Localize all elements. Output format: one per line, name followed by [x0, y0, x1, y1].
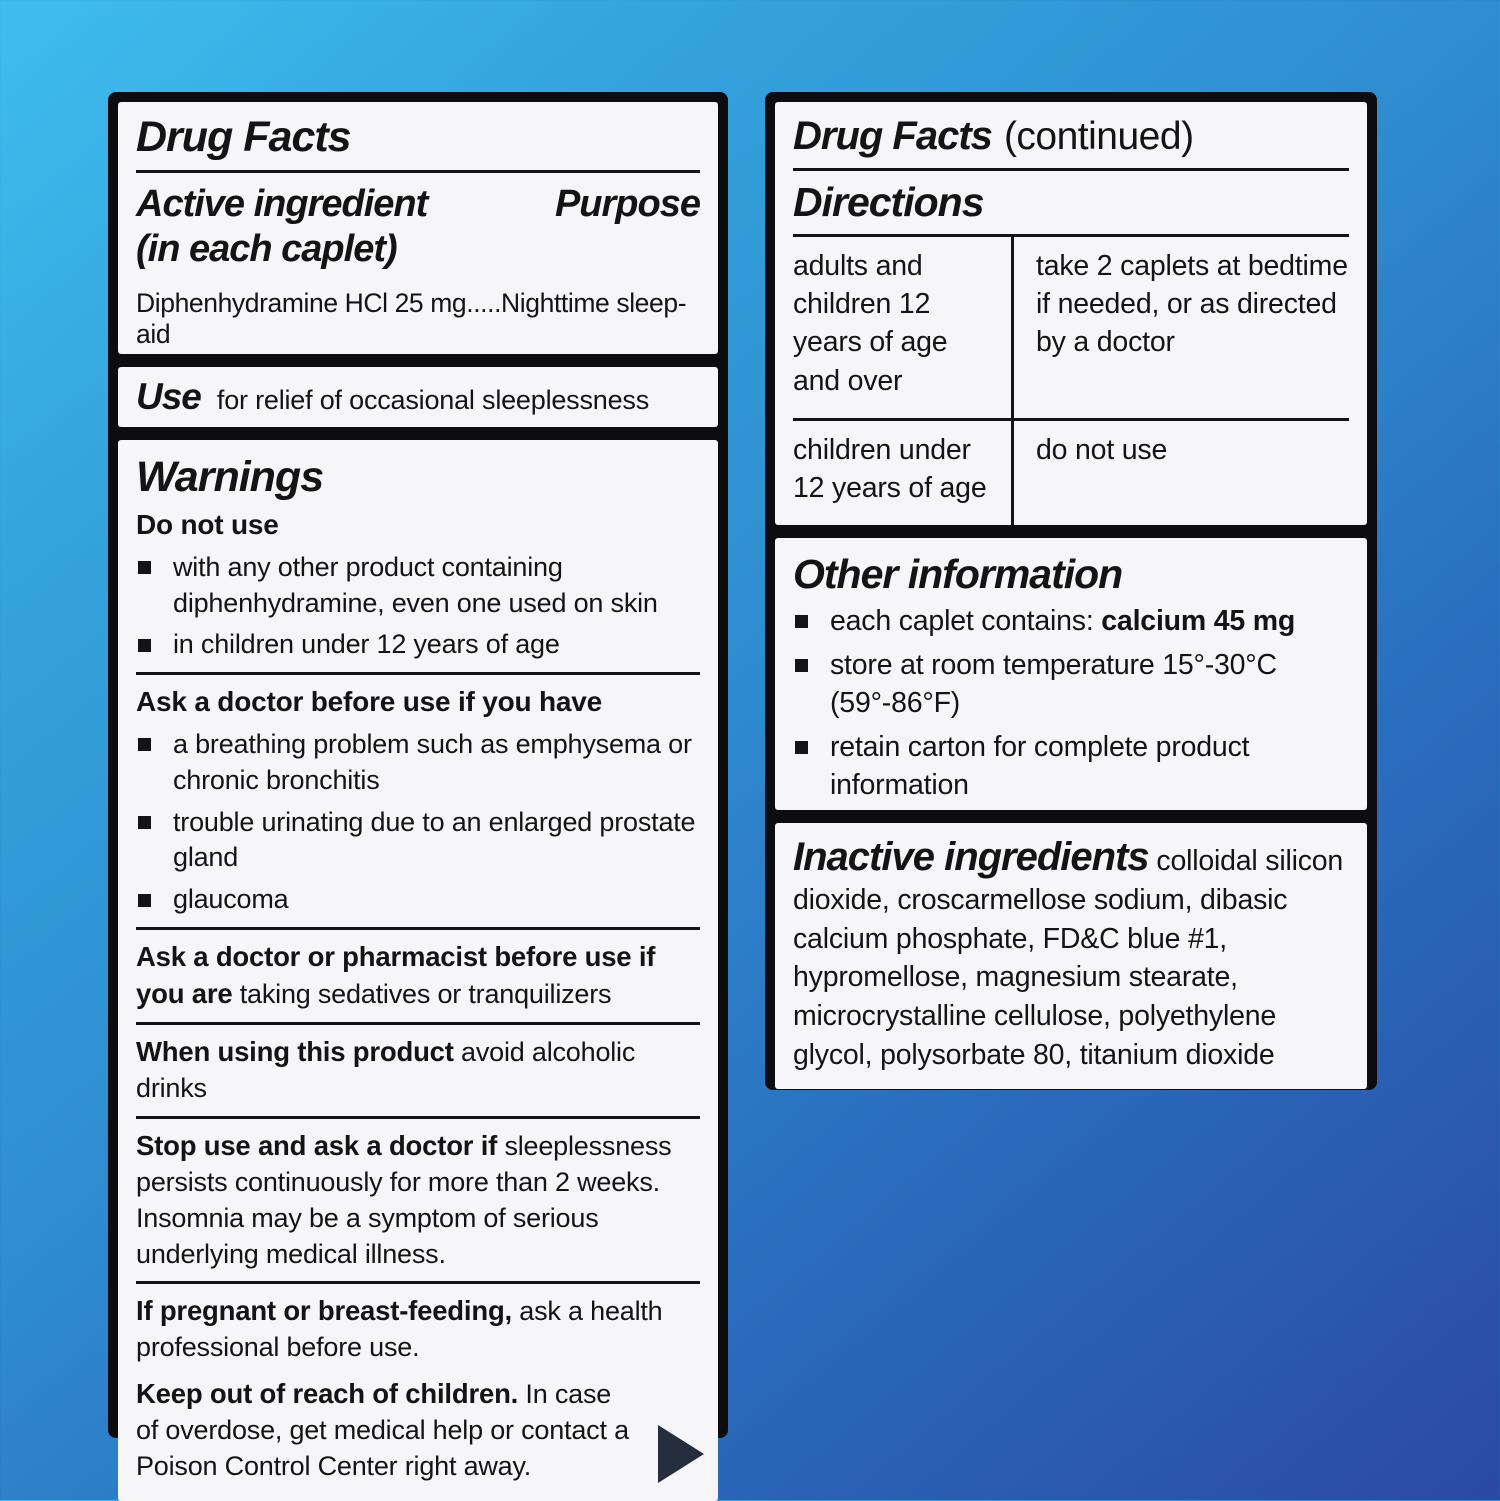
- other-info-bullet1-text: each caplet contains:: [830, 605, 1102, 638]
- other-info-bullet1-bold: calcium 45 mg: [1101, 605, 1296, 638]
- divider: [136, 927, 700, 930]
- continue-arrow-icon: [658, 1425, 704, 1483]
- ask-doctor-heading: Ask a doctor before use if you have: [136, 686, 603, 718]
- purpose-heading: Purpose: [554, 183, 700, 226]
- directions-title: Directions: [793, 179, 984, 225]
- active-ingredient-subheading: (in each caplet): [136, 228, 397, 271]
- directions-section: [775, 102, 1367, 525]
- pregnant-text: ask a health professional before use.: [136, 1296, 663, 1363]
- warning-bullet: in children under 12 years of age: [136, 627, 700, 663]
- active-ingredient-section: [118, 102, 718, 354]
- drug-facts-panel-right: [765, 92, 1377, 1090]
- when-using-paragraph: [136, 1034, 700, 1107]
- stop-use-text: sleeplessness persists continuously for more than 2 weeks. Insomnia may be a symptom of serious underlying medical illness.: [136, 1130, 672, 1269]
- use-section: [118, 367, 718, 427]
- use-title: Use: [136, 376, 201, 417]
- stop-use-bold: Stop use and ask a doctor if: [136, 1129, 498, 1161]
- keep-out-paragraph: [136, 1376, 700, 1485]
- when-using-bold: When using this product: [136, 1036, 454, 1068]
- ask-pharmacist-paragraph: [136, 939, 700, 1013]
- inactive-ingredients-section: [775, 823, 1367, 1089]
- use-text: for relief of occasional sleeplessness: [216, 385, 650, 415]
- pregnant-paragraph: [136, 1293, 700, 1366]
- directions-instruction-cell: take 2 caplets at bedtime if needed, or as directed by a doctor: [1011, 237, 1349, 418]
- ingredient-line: Diphenhydramine HCl 25 mg.....Nighttime sleep-aid: [136, 287, 687, 349]
- pregnant-bold: If pregnant or breast-feeding,: [136, 1295, 512, 1327]
- other-info-bullet: store at room temperature 15°-30°C (59°-86°F): [793, 647, 1349, 723]
- divider: [136, 1022, 700, 1025]
- keep-out-bold: Keep out of reach of children.: [136, 1378, 519, 1410]
- directions-group-cell: adults and children 12 years of age and over: [793, 250, 948, 397]
- warnings-section: [118, 440, 718, 1501]
- directions-table: [793, 237, 1349, 525]
- other-information-title: Other information: [793, 551, 1123, 598]
- directions-group-cell: children under 12 years of age: [793, 418, 1011, 525]
- drug-facts-panel-left: [108, 92, 728, 1482]
- drug-facts-title: Drug Facts: [136, 113, 351, 161]
- warnings-title: Warnings: [136, 452, 324, 501]
- other-info-bullet: [793, 603, 1349, 641]
- inactive-ingredients-title: Inactive ingredients: [793, 835, 1149, 880]
- directions-instruction-cell: do not use: [1011, 418, 1349, 525]
- warning-bullet: glaucoma: [136, 882, 700, 918]
- drug-facts-continued-title: Drug Facts: [793, 114, 992, 158]
- divider: [136, 1116, 700, 1119]
- ask-pharmacist-text: taking sedatives or tranquilizers: [239, 979, 612, 1010]
- warning-bullet: with any other product containing diphenhydramine, even one used on skin: [136, 550, 700, 622]
- active-ingredient-heading: Active ingredient: [136, 183, 428, 226]
- when-using-text: avoid alcoholic drinks: [136, 1037, 636, 1103]
- keep-out-text: In case of overdose, get medical help or contact a Poison Control Center right away.: [136, 1379, 629, 1482]
- ask-pharmacist-bold: Ask a doctor or pharmacist before use if you are: [136, 941, 656, 1010]
- divider: [136, 1281, 700, 1284]
- divider: [136, 170, 700, 173]
- inactive-ingredients-text: colloidal silicon dioxide, croscarmellose sodium, dibasic calcium phosphate, FD&C blue #1, hypromellose, magnesium stearate, microcrystalline cellulose, polyethylene glycol, polysorbate 80, titanium dioxide: [793, 845, 1344, 1071]
- do-not-use-heading: Do not use: [136, 509, 279, 541]
- other-information-section: [775, 538, 1367, 810]
- divider: [136, 672, 700, 675]
- warning-bullet: trouble urinating due to an enlarged prostate gland: [136, 805, 700, 877]
- stop-use-paragraph: [136, 1128, 700, 1273]
- other-info-bullet: retain carton for complete product information: [793, 729, 1349, 805]
- drug-facts-continued-suffix: (continued): [1003, 115, 1194, 158]
- divider: [793, 168, 1349, 171]
- warning-bullet: a breathing problem such as emphysema or chronic bronchitis: [136, 727, 700, 799]
